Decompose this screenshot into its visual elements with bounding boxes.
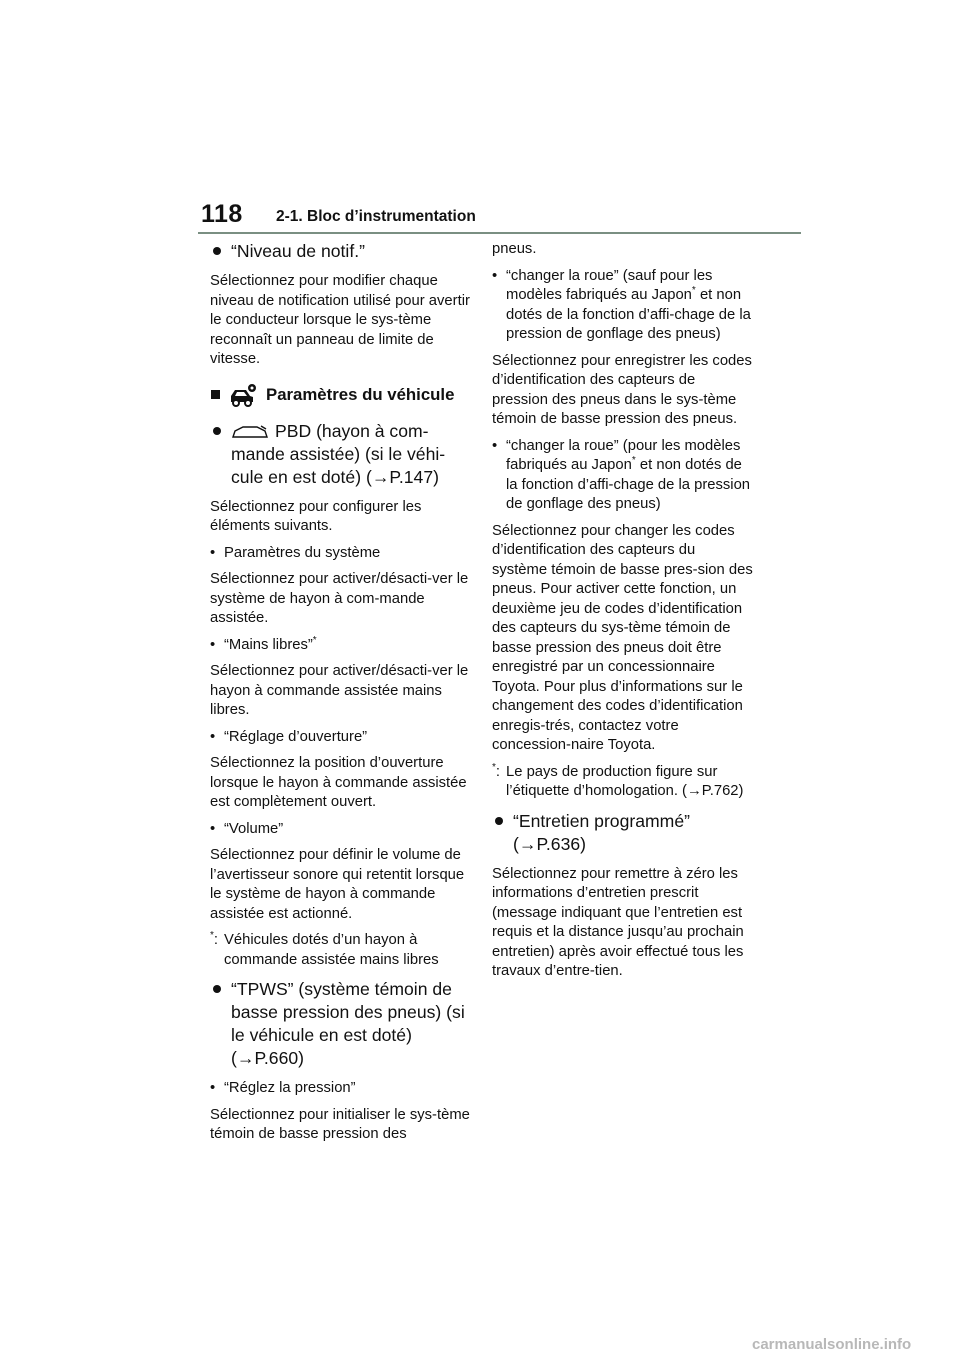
pbd-description: Sélectionnez pour configurer les éléments suivants. xyxy=(210,498,422,534)
change-wheel-1-description: Sélectionnez pour enregistrer les codes d’identification des capteurs de pression des pneus dans le sys-tème témoin de basse pression des pneus. xyxy=(492,352,752,427)
square-bullet-icon xyxy=(211,390,220,399)
page-header xyxy=(0,0,960,240)
system-params-description: Sélectionnez pour activer/désacti-ver le système de hayon à com-mande assistée. xyxy=(210,571,469,626)
left-column xyxy=(210,240,472,1152)
car-settings-icon xyxy=(228,382,258,408)
heading-pbd: PBD (hayon à com-mande assistée) (si le véhi-cule en est doté) (→P.147) xyxy=(210,420,472,489)
list-item-hands-free: • “Mains libres”* xyxy=(210,634,317,653)
set-pressure-description-cont: pneus. xyxy=(492,241,537,257)
footnote-hands-free: *: Véhicules dotés d’un hayon à commande assistée mains libres xyxy=(210,930,439,968)
footnote-asterisk: * xyxy=(631,455,636,467)
hands-free-description: Sélectionnez pour activer/désacti-ver le hayon à commande assistée mains libres. xyxy=(210,663,469,718)
section-title: 2-1. Bloc d’instrumentation xyxy=(276,208,476,225)
list-item-volume: • “Volume” xyxy=(210,820,284,837)
heading-tpws: “TPWS” (système témoin de basse pression des pneus) (si le véhicule en est doté) (→P.660) xyxy=(210,978,472,1070)
list-item-change-wheel-2: • “changer la roue” (pour les modèles fabriqués au Japon* et non dotés de la fonction d’affi-chage de la pression de gonflage des pneus) xyxy=(492,437,751,512)
footnote-asterisk: * xyxy=(691,285,696,297)
list-item-change-wheel-1: • “changer la roue” (sauf pour les modèles fabriqués au Japon* et non dotés de la fonction d’affi-chage de la pression de gonflage des pneus) xyxy=(492,267,751,342)
notif-description: Sélectionnez pour modifier chaque niveau de notification utilisé pour avertir le conducteur lorsque le sys-tème reconnaît un panneau de limite de vitesse. xyxy=(210,273,470,367)
volume-description: Sélectionnez pour définir le volume de l’avertisseur sonore qui retentit lorsque le système de hayon à commande assistée est actionné. xyxy=(210,847,465,922)
page-number: 118 xyxy=(201,200,243,228)
list-item-system-params: • Paramètres du système xyxy=(210,544,381,561)
footnote-production-country: *: Le pays de production figure sur l’étiquette d’homologation. (→P.762) xyxy=(492,761,744,799)
bullet-dot-icon xyxy=(213,985,221,993)
list-item-set-pressure: • “Réglez la pression” xyxy=(210,1080,356,1096)
opening-setting-description: Sélectionnez la position d’ouverture lorsque le hayon à commande assistée est complètement ouvert. xyxy=(210,755,467,810)
heading-vehicle-params: Paramètres du véhicule xyxy=(210,382,472,408)
bullet-dot-icon xyxy=(213,247,221,255)
footnote-asterisk: * xyxy=(312,634,317,646)
heading-maintenance: “Entretien programmé” (→P.636) xyxy=(492,810,754,856)
maintenance-description: Sélectionnez pour remettre à zéro les informations d’entretien prescrit (message indiquant que l’entretien est requis et la distance jusqu’au prochain entretien) après avoir effectué tous les travaux d’entre-tien. xyxy=(492,865,744,979)
header-rule xyxy=(198,232,801,234)
list-item-opening-setting: • “Réglage d’ouverture” xyxy=(210,728,368,745)
set-pressure-description: Sélectionnez pour initialiser le sys-tème témoin de basse pression des xyxy=(210,1106,470,1142)
watermark: carmanualsonline.info xyxy=(752,1336,912,1353)
tailgate-car-icon xyxy=(231,424,269,440)
bullet-dot-icon xyxy=(495,817,503,825)
right-column xyxy=(492,240,754,989)
heading-notif-level: “Niveau de notif.” xyxy=(210,240,472,263)
bullet-dot-icon xyxy=(213,427,221,435)
change-wheel-2-description: Sélectionnez pour changer les codes d’identification des capteurs du système témoin de basse pres-sion des pneus. Pour activer cette fonction, un deuxième jeu de codes d’identification des capteurs du sys-tème témoin de basse pression des pneus doit être enregistré par un concessionnaire Toyota. Pour plus d’informations sur le changement des codes d’identification enregis-trés, contactez votre concession-naire Toyota. xyxy=(492,522,753,753)
